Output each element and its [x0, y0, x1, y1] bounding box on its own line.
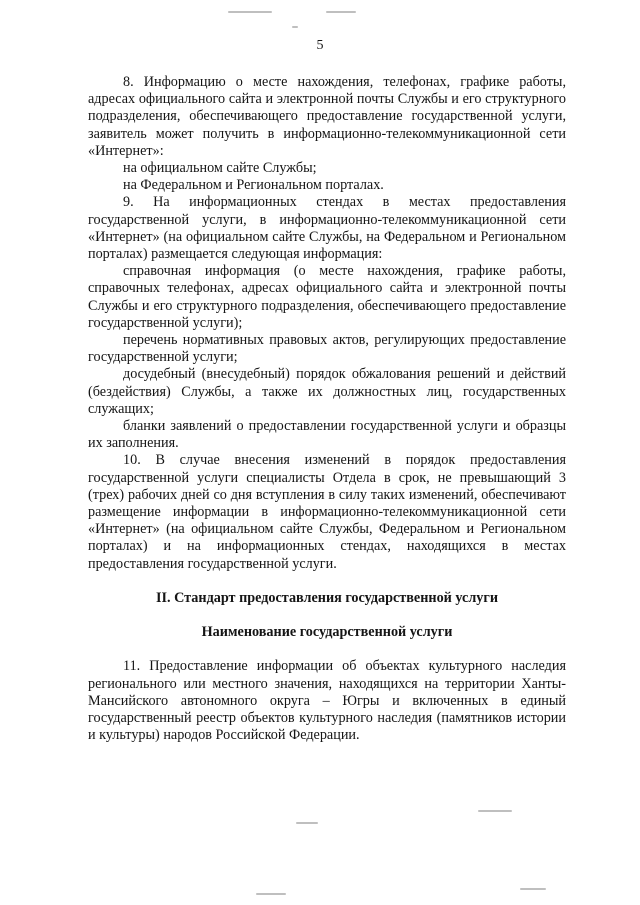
list-item-application-forms: бланки заявлений о предоставлении государственной услуги и образцы их заполнения. [88, 418, 566, 452]
page-number: 5 [316, 38, 324, 53]
spacer [88, 641, 566, 658]
list-item-portals: на Федеральном и Региональном порталах. [123, 177, 384, 194]
paragraph-10: 10. В случае внесения изменений в порядок предоставления государственной услуги специалисты Отдела в срок, не превышающий 3 (трех) рабочих дней со дня вступления в силу таких изменений, обеспечивают размещение информации в информационно-телекоммуникационной сети «Интернет» (на официальном сайте Службы, Федеральном и Региональном порталах) и на информационных стендах, находящихся в местах предоставления государственной услуги. [88, 452, 566, 572]
list-item-official-site: на официальном сайте Службы; [123, 160, 317, 177]
list-item-appeal-procedure: досудебный (внесудебный) порядок обжалования решений и действий (бездействия) Службы, а также их должностных лиц, государственных служащих; [88, 366, 566, 417]
section-heading: II. Стандарт предоставления государственной услуги [155, 589, 499, 606]
paragraph-8: 8. Информацию о месте нахождения, телефонах, графике работы, адресах официального сайта и электронной почты Службы и его структурного подразделения, обеспечивающего предоставление государственной услуги, заявитель может получить в информационно-телекоммуникационной сети «Интернет»: [88, 74, 566, 159]
list-item-reference-info: справочная информация (о месте нахождения, графике работы, справочных телефонах, адресах официального сайта и электронной почты Службы и его структурного подразделения, обеспечивающего предоставление государственной услуги); [88, 263, 566, 331]
document-body [88, 74, 566, 744]
scan-artifact [228, 11, 272, 13]
scan-artifact [256, 893, 286, 895]
scan-artifact [296, 822, 318, 824]
scan-artifact [478, 810, 512, 812]
spacer [88, 607, 566, 624]
paragraph-11: 11. Предоставление информации об объектах культурного наследия регионального или местного значения, находящихся на территории Ханты-Мансийского автономного округа – Югры и включенных в единый государственный реестр объектов культурного наследия (памятников истории и культуры) народов Российской Федерации. [88, 658, 566, 744]
subsection-heading: Наименование государственной услуги [201, 624, 453, 641]
scan-artifact [292, 26, 298, 28]
list-item-legal-acts: перечень нормативных правовых актов, регулирующих предоставление государственной услуги; [88, 332, 566, 366]
scan-artifact [326, 11, 356, 13]
paragraph-9: 9. На информационных стендах в местах предоставления государственной услуги, в информационно-телекоммуникационной сети «Интернет» (на официальном сайте Службы, на Федеральном и Региональном порталах) размещается следующая информация: [88, 194, 566, 263]
scan-artifact [520, 888, 546, 890]
spacer [88, 573, 566, 590]
